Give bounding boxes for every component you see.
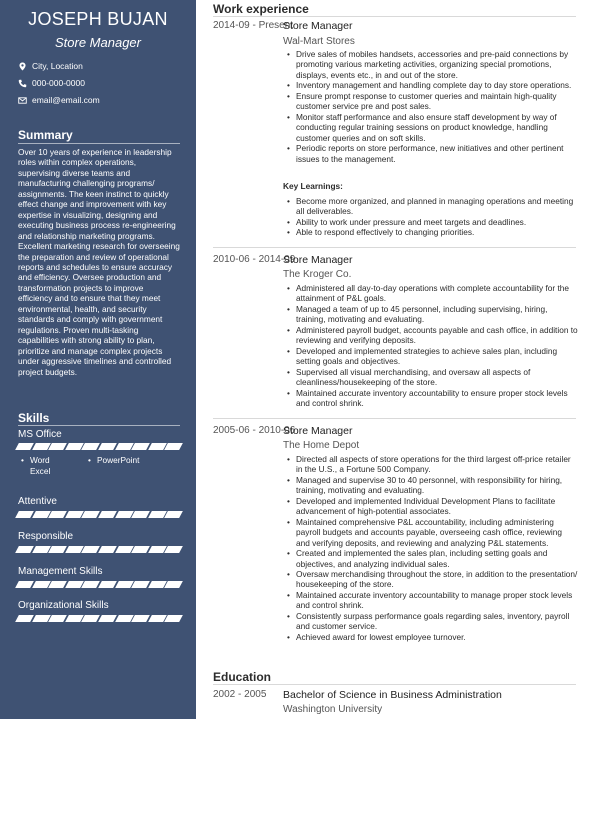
skill-level-segment [82,511,100,518]
education-school: Washington University [283,704,383,715]
skill-level-segment [131,581,149,588]
contact-location [18,61,83,71]
key-learnings-label: Key Learnings: [283,181,343,191]
bullet-item: • Inventory management and handling complete day to day store operations. [296,80,578,90]
skill-level-segment [131,615,149,622]
bullet-item: • Supervised all visual merchandising, and oversaw all aspects of cleanliness/housekeeping of the store. [296,367,578,388]
skill-name: MS Office [18,429,62,440]
bullet-item: • Monitor staff performance and also ensure staff development by way of conducting regular training sessions on product knowledge, handling customer queries and on soft skills. [296,112,578,143]
skills-divider [18,425,180,426]
job-company: Wal-Mart Stores [283,36,355,47]
contact-email[interactable] [18,95,100,105]
skill-name: Responsible [18,531,74,542]
skill-level-bar [17,581,181,588]
skill-name: Organizational Skills [18,600,109,611]
skill-level-segment [48,511,66,518]
bullet-item: • Administered all day-to-day operations with complete accountability for the attainment of P&L goals. [296,283,578,304]
contact-phone [18,78,85,88]
job-dates: 2005-06 - 2010-06 [213,425,296,436]
location-text: City, Location [32,61,83,71]
map-pin-icon [18,62,27,71]
subskill-item: Excel [30,465,51,476]
job-role: Store Manager [283,425,353,437]
skill-level-segment [82,546,100,553]
skill-level-segment [82,581,100,588]
subskill-item: • PowerPoint [97,455,139,466]
education-divider [213,684,576,685]
bullet-item: • Maintained comprehensive P&L accountability, including administering payroll budgets and accounts payable, overseeing cash office, reviewing and verifying deposits, and reviewing and analyzing P&L statements. [296,517,578,548]
skill-level-segment [48,443,66,450]
job-company: The Home Depot [283,440,360,451]
bullet-item: • Ensure prompt response to customer queries and maintain high-quality customer service pre and post sales. [296,91,578,112]
job-company: The Kroger Co. [283,269,352,280]
skill-name: Management Skills [18,566,103,577]
bullet-item: • Able to respond effectively to changing priorities. [296,227,578,237]
skill-level-segment [164,546,182,553]
skill-level-segment [131,546,149,553]
bullet-item: • Become more organized, and planned in managing operations and meeting all deliverables. [296,196,578,217]
job-divider [213,418,576,419]
skill-level-segment [164,443,182,450]
envelope-icon [18,96,27,105]
bullet-item: • Maintained accurate inventory accountability to manage proper stock levels and control shrink. [296,590,578,611]
phone-icon [18,79,27,88]
skill-level-segment [164,581,182,588]
job-role: Store Manager [283,254,353,266]
summary-heading: Summary [18,128,73,142]
skill-level-segment [98,615,116,622]
skill-level-segment [98,511,116,518]
bullet-item: • Managed and supervise 30 to 40 personnel, with responsibility for hiring, training, motivating and evaluating. [296,475,578,496]
skill-level-segment [164,511,182,518]
skill-level-segment [48,615,66,622]
job-bullets [296,283,578,408]
skill-level-segment [15,581,33,588]
candidate-title: Store Manager [55,35,141,50]
phone-text: 000-000-0000 [32,78,85,88]
skill-level-segment [82,443,100,450]
bullet-item: • Developed and implemented strategies to achieve sales plan, including setting goals and objectives. [296,346,578,367]
skill-level-segment [98,546,116,553]
sidebar [0,0,196,719]
skill-level-segment [164,615,182,622]
skill-level-segment [15,546,33,553]
job-bullets [296,49,578,164]
bullet-item: • Achieved award for lowest employee turnover. [296,632,578,642]
job-divider [213,247,576,248]
skill-level-segment [131,443,149,450]
subskill-item: • Word [30,455,50,466]
job-role: Store Manager [283,20,353,32]
skill-level-segment [98,581,116,588]
skill-level-segment [48,581,66,588]
skill-level-segment [15,443,33,450]
education-degree: Bachelor of Science in Business Administration [283,689,502,701]
skill-level-segment [98,443,116,450]
bullet-item: • Oversaw merchandising throughout the store, in addition to the presentation/ housekeeping of the store. [296,569,578,590]
skill-level-bar [17,615,181,622]
bullet-item: • Managed a team of up to 45 personnel, including supervising, hiring, training, motivating and evaluating. [296,304,578,325]
bullet-item: • Ability to work under pressure and meet targets and deadlines. [296,217,578,227]
bullet-item: • Directed all aspects of store operations for the third largest off-price retailer in the U.S., a Fortune 500 Company. [296,454,578,475]
bullet-item: • Maintained accurate inventory accountability to ensure proper stock levels and control shrink. [296,388,578,409]
experience-divider [213,16,576,17]
summary-text: Over 10 years of experience in leadership roles within complex operations, supervising diverse teams and manufacturing challenging programs/ assignments. The keen instinct to quickly effect change and improvement with key expertise in visualizing, designing and executing business process re-engineering and relationship marketing programs. Excellent marketing research for overseeing the preparation and review of operational reports and schedules to ensure accuracy and efficiency. Oversee production and transformation projects to improve efficiency and to ensure that they meet environmental, health, and security standards and comply with government regulations. Proven multi-tasking capabilities with strong ability to plan, prioritize and manage complex projects under aggressive timelines and controlled project budgets. [18,147,180,377]
bullet-item: • Consistently surpass performance goals regarding sales, inventory, payroll and customer service. [296,611,578,632]
job-dates: 2010-06 - 2014-09 [213,254,296,265]
skill-level-segment [15,511,33,518]
email-text[interactable]: email@email.com [32,95,100,105]
experience-heading: Work experience [213,2,309,16]
summary-divider [18,143,180,144]
education-heading: Education [213,670,272,684]
bullet-item: • Periodic reports on store performance, new initiatives and other pertinent issues to the management. [296,143,578,164]
candidate-name: JOSEPH BUJAN [28,9,168,29]
skill-level-bar [17,546,181,553]
skill-level-segment [131,511,149,518]
bullet-item: • Developed and implemented Individual Development Plans to facilitate advancement of high-potential associates. [296,496,578,517]
job-bullets [296,454,578,642]
key-learnings-bullets [296,196,578,238]
education-dates: 2002 - 2005 [213,689,267,700]
bullet-item: • Drive sales of mobiles handsets, accessories and pre-paid connections by promoting various marketing activities, organizing special promotions, displays, events etc., in and out of the store. [296,49,578,80]
skill-level-bar [17,511,181,518]
skill-level-segment [15,615,33,622]
bullet-item: • Created and implemented the sales plan, including setting goals and objectives, and analyzing individual sales. [296,548,578,569]
bullet-item: • Administered payroll budget, accounts payable and cash office, in addition to reviewing and verifying deposits. [296,325,578,346]
skills-heading: Skills [18,411,50,425]
skill-level-bar [17,443,181,450]
skill-level-segment [82,615,100,622]
skill-name: Attentive [18,496,57,507]
skill-level-segment [48,546,66,553]
job-dates: 2014-09 - Present [213,20,294,31]
